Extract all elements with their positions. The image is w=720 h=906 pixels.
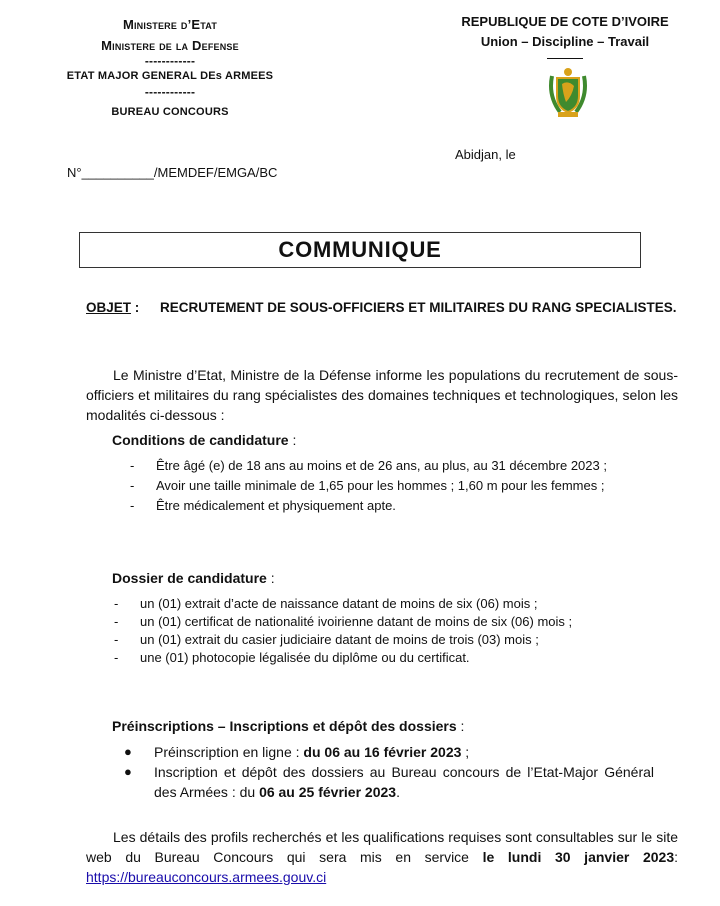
inscriptions-colon: : bbox=[456, 718, 465, 734]
list-item: ● Préinscription en ligne : du 06 au 16 février 2023 ; bbox=[124, 744, 470, 760]
object-line bbox=[86, 298, 681, 317]
object-label: OBJET bbox=[86, 300, 132, 315]
republic-motto: Union – Discipline – Travail bbox=[480, 34, 650, 49]
list-item: ● Inscription et dépôt des dossiers au Bureau concours de l’Etat-Major Général des Armées : du 06 au 25 février 2023. bbox=[124, 764, 654, 800]
divider bbox=[547, 58, 583, 59]
ministry-line-3: ETAT MAJOR GENERAL DEs ARMEES bbox=[66, 70, 274, 82]
dossier-section bbox=[112, 570, 678, 667]
inscriptions-heading: Préinscriptions – Inscriptions et dépôt des dossiers bbox=[112, 718, 457, 734]
separator: ------------ bbox=[144, 85, 196, 99]
place-date: Abidjan, le bbox=[455, 147, 516, 162]
conditions-colon: : bbox=[288, 432, 297, 448]
object-colon: : bbox=[131, 300, 140, 315]
closing-paragraph: Les détails des profils recherchés et les qualifications requises sont consultables sur le site web du Bureau Concours qui sera mis en service le lundi 30 janvier 2023: https://bureauconcours.armees.gouv.ci bbox=[86, 829, 678, 885]
list-item: - un (01) extrait d’acte de naissance datant de moins de six (06) mois ; bbox=[114, 596, 538, 611]
coat-of-arms-icon bbox=[546, 66, 590, 120]
republic-header bbox=[440, 12, 690, 59]
ministry-line-2: Ministere de la Defense bbox=[101, 38, 239, 53]
ministry-header bbox=[40, 14, 300, 123]
conditions-heading: Conditions de candidature bbox=[112, 432, 289, 448]
ministry-line-1: Ministere d’Etat bbox=[122, 17, 218, 32]
dossier-heading: Dossier de candidature bbox=[112, 570, 267, 586]
ministry-line-4: BUREAU CONCOURS bbox=[111, 106, 229, 118]
object-text: RECRUTEMENT DE SOUS-OFFICIERS ET MILITAIRES DU RANG SPECIALISTES. bbox=[160, 300, 677, 315]
dossier-colon: : bbox=[266, 570, 275, 586]
republic-name: REPUBLIQUE DE COTE D’IVOIRE bbox=[461, 14, 669, 29]
intro-paragraph: Le Ministre d’Etat, Ministre de la Défense informe les populations du recrutement de sous-officiers et militaires du rang spécialistes des domaines techniques et technologiques, selon les modalités ci-dessous : bbox=[86, 367, 678, 423]
list-item: - Être âgé (e) de 18 ans au moins et de 26 ans, au plus, au 31 décembre 2023 ; bbox=[130, 458, 607, 473]
list-item: - Avoir une taille minimale de 1,65 pour les hommes ; 1,60 m pour les femmes ; bbox=[130, 478, 605, 493]
separator: ------------ bbox=[144, 54, 196, 68]
list-item: - un (01) extrait du casier judiciaire datant de moins de trois (03) mois ; bbox=[114, 632, 539, 647]
page-title: COMMUNIQUE bbox=[79, 232, 641, 268]
list-item: - Être médicalement et physiquement apte. bbox=[130, 498, 396, 513]
website-link[interactable]: https://bureauconcours.armees.gouv.ci bbox=[86, 869, 327, 885]
inscriptions-section bbox=[112, 718, 678, 802]
list-item: - un (01) certificat de nationalité ivoirienne datant de moins de six (06) mois ; bbox=[114, 614, 573, 629]
conditions-section bbox=[112, 432, 678, 515]
reference-number: N°__________/MEMDEF/EMGA/BC bbox=[67, 165, 278, 180]
list-item: - une (01) photocopie légalisée du diplôme ou du certificat. bbox=[114, 650, 470, 665]
